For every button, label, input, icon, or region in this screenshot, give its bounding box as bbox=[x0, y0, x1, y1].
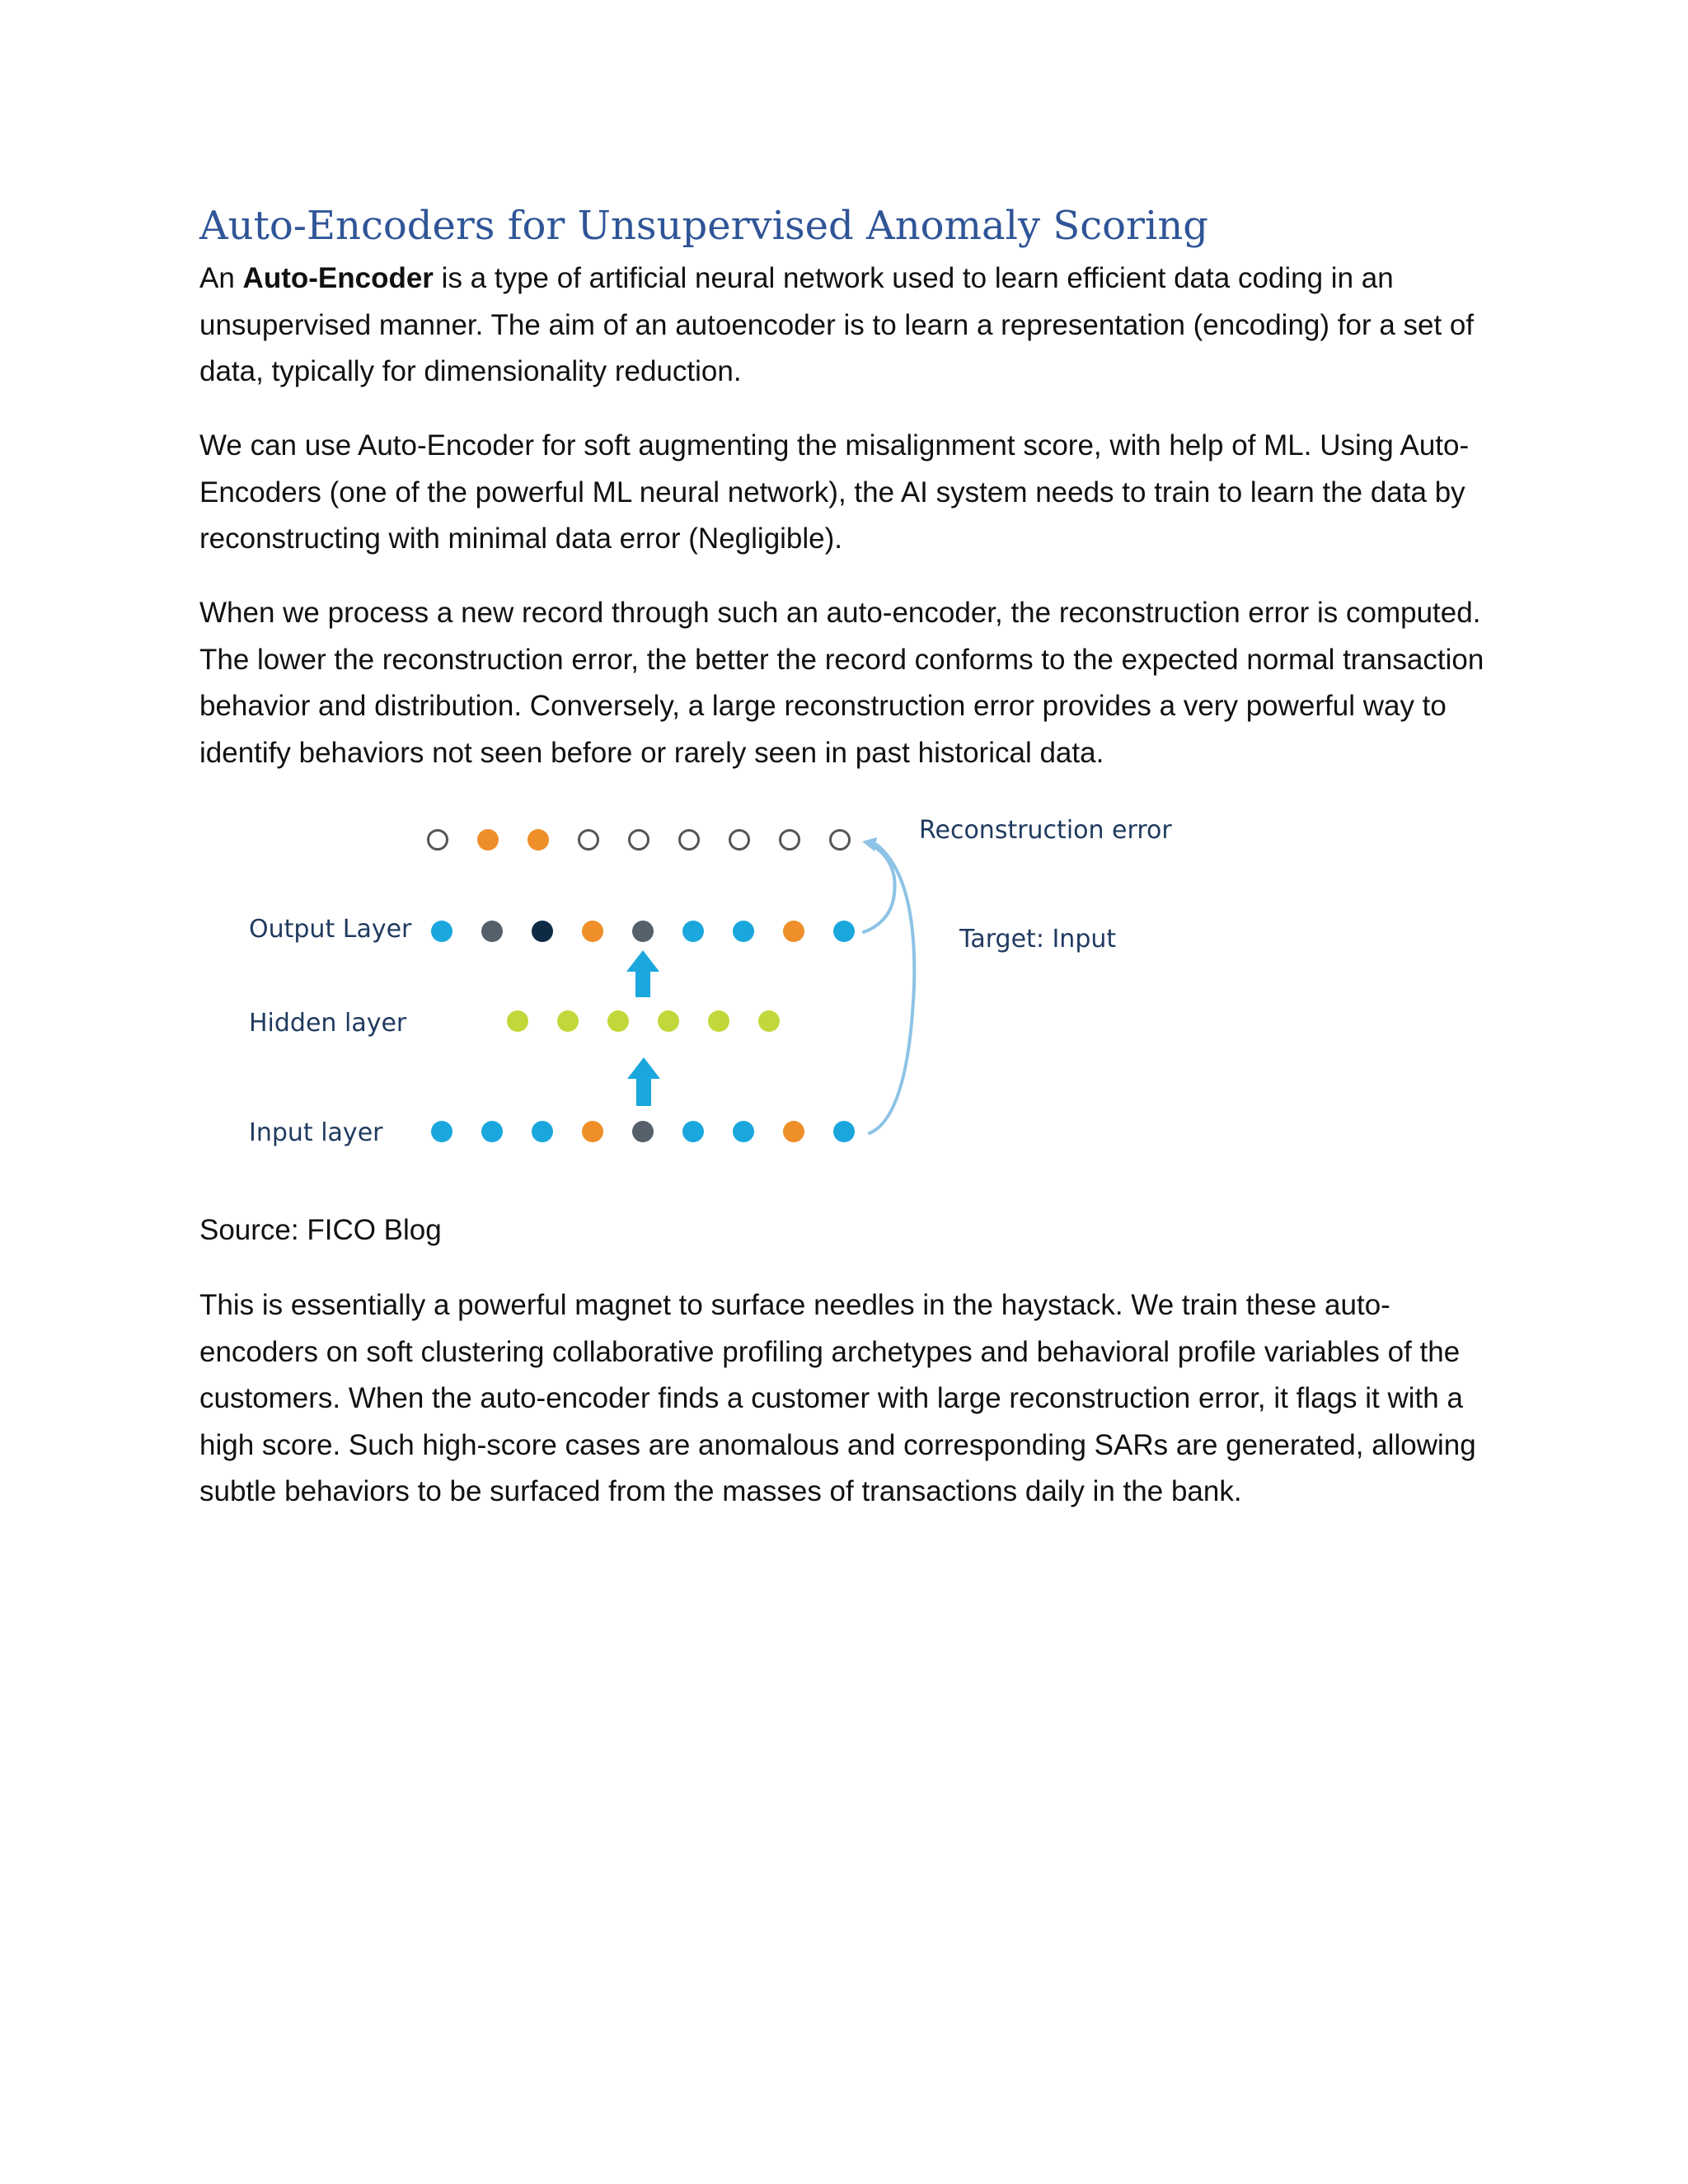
reconstruction-error-node bbox=[781, 831, 799, 850]
reconstruction-error-label: Reconstruction error bbox=[919, 816, 1172, 845]
paragraph-magnet: This is essentially a powerful magnet to surface needles in the haystack. We train these auto-encoders on soft clustering collaborative profiling archetypes and behavioral profile variables of the customers. When the auto-encoder finds a customer with large reconstruction error, it flags it with a high score. Such high-score cases are anomalous and corresponding SARs are generated, allowing subtle behaviors to be surfaced from the masses of transactions daily in the bank. bbox=[199, 1289, 1476, 1507]
output-layer-node bbox=[632, 921, 654, 942]
output-layer-node bbox=[481, 921, 503, 942]
hidden-layer-node bbox=[758, 1010, 780, 1032]
input-layer-node bbox=[481, 1121, 503, 1142]
autoencoder-diagram-svg bbox=[231, 795, 1203, 1187]
input-layer-node bbox=[431, 1121, 452, 1142]
output-layer-node bbox=[431, 921, 452, 942]
paragraph-reconstruction: When we process a new record through such an auto-encoder, the reconstruction error is computed. The lower the reconstruction error, the better the record conforms to the expected normal transaction behavior and distribution. Conversely, a large reconstruction error provides a very powerful way to identify behaviors not seen before or rarely seen in past historical data. bbox=[199, 597, 1484, 769]
paragraph-definition bbox=[199, 255, 1502, 396]
section-heading: Auto-Encoders for Unsupervised Anomaly Scoring bbox=[199, 203, 1208, 249]
paragraph-usage: We can use Auto-Encoder for soft augmenting the misalignment score, with help of ML. Using Auto-Encoders (one of the powerful ML neural network), the AI system needs to train to learn the data by reconstructing with minimal data error (Negligible). bbox=[199, 429, 1470, 555]
curve-arrowhead-icon bbox=[862, 837, 877, 851]
diagram-marks bbox=[429, 829, 915, 1142]
up-arrow-icon bbox=[626, 950, 659, 997]
output-layer-node bbox=[733, 921, 754, 942]
hidden-layer-node bbox=[557, 1010, 579, 1032]
target-input-label: Target: Input bbox=[959, 925, 1117, 954]
output-layer-label: Output Layer bbox=[249, 915, 412, 944]
paragraph-rest: is a type of artificial neural network used to learn efficient data coding in an unsupervised manner. The aim of an autoencoder is to learn a representation (encoding) for a set of data, typically for dimensionality reduction. bbox=[199, 262, 1475, 387]
input-layer-node bbox=[733, 1121, 754, 1142]
output-layer-node bbox=[833, 921, 855, 942]
hidden-layer-node bbox=[708, 1010, 729, 1032]
input-layer-node bbox=[783, 1121, 804, 1142]
input-layer-node bbox=[833, 1121, 855, 1142]
output-layer-node bbox=[682, 921, 704, 942]
output-layer-node bbox=[783, 921, 804, 942]
source-caption: Source: FICO Blog bbox=[199, 1214, 442, 1246]
paragraph-lead: An bbox=[199, 262, 243, 294]
reconstruction-error-node bbox=[477, 829, 499, 851]
reconstruction-error-node bbox=[831, 831, 850, 850]
input-layer-node bbox=[532, 1121, 553, 1142]
reconstruction-error-node bbox=[630, 831, 649, 850]
hidden-layer-label: Hidden layer bbox=[249, 1009, 407, 1038]
input-to-error-curve bbox=[870, 845, 914, 1133]
reconstruction-error-node bbox=[680, 831, 699, 850]
reconstruction-error-node bbox=[579, 831, 598, 850]
output-layer-node bbox=[532, 921, 553, 942]
hidden-layer-node bbox=[607, 1010, 629, 1032]
autoencoder-diagram bbox=[231, 795, 1203, 1187]
input-layer-node bbox=[582, 1121, 603, 1142]
input-layer-node bbox=[632, 1121, 654, 1142]
output-layer-node bbox=[582, 921, 603, 942]
hidden-layer-node bbox=[658, 1010, 679, 1032]
hidden-layer-node bbox=[507, 1010, 528, 1032]
reconstruction-error-node bbox=[730, 831, 749, 850]
up-arrow-icon bbox=[627, 1057, 660, 1106]
input-layer-node bbox=[682, 1121, 704, 1142]
reconstruction-error-node bbox=[429, 831, 448, 850]
reconstruction-error-node bbox=[528, 829, 549, 851]
bold-term: Auto-Encoder bbox=[242, 262, 434, 294]
input-layer-label: Input layer bbox=[249, 1118, 383, 1147]
